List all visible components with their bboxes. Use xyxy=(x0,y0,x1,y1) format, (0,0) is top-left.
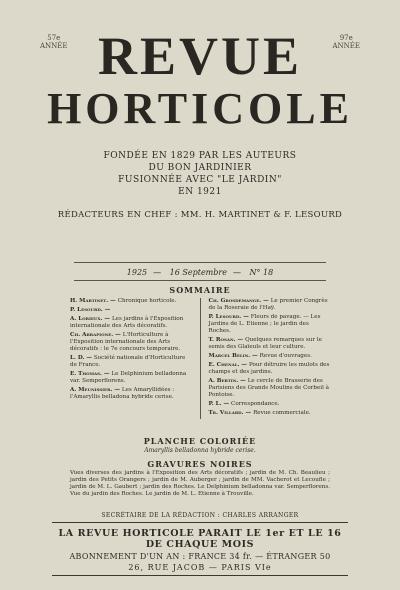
founding-line: EN 1921 xyxy=(178,187,222,197)
entry-title: Le Delphinium belladonna var. Semperflorens. xyxy=(70,371,187,384)
year-number: 57e xyxy=(47,34,61,42)
divider xyxy=(74,280,326,281)
entry-author: A. Bertin. — xyxy=(208,378,248,384)
editors-line: RÉDACTEURS EN CHEF : MM. H. MARTINET & F. LESOURD xyxy=(57,210,343,220)
year-label: ANNÉE xyxy=(40,42,68,50)
sommaire-title: SOMMAIRE xyxy=(169,285,231,295)
secretary-line: SECRÉTAIRE DE LA RÉDACTION : CHARLES ARRANGER xyxy=(101,512,299,519)
sommaire-entry xyxy=(209,362,331,376)
masthead-revue: REVUE xyxy=(97,26,303,86)
entry-author: E. Thomas. — xyxy=(70,371,112,377)
sommaire-entry xyxy=(70,298,192,305)
issue-info: 1925 — 16 Septembre — N° 18 xyxy=(126,268,274,277)
entry-title: Pour détruire les mulots des champs et des jardins. xyxy=(208,362,330,375)
entry-title: Quelques remarques sur le semis des Glaïeuls et leur culture. xyxy=(208,337,322,350)
sommaire-left-column xyxy=(70,298,192,419)
masthead-horticole: HORTICOLE xyxy=(47,84,353,133)
entry-title: Correspondance. xyxy=(231,401,280,407)
publication-schedule: LA REVUE HORTICOLE PARAIT LE 1er ET LE 16 DE CHAQUE MOIS xyxy=(58,528,342,550)
entry-author: T. Rosan. — xyxy=(208,337,246,343)
entry-author: E. Chenal. — xyxy=(208,362,249,368)
entry-author: A. Meunissier. — xyxy=(70,387,122,393)
entry-title: Revue d'ouvrages. xyxy=(259,353,312,359)
entry-title: Chronique horticole. xyxy=(117,298,177,304)
gravures-description: Vues diverses des jardins à l'Exposition des Arts décoratifs ; jardin de M. Ch. Beaulieu ; jardin des Petits Orangers ; jardin de M. Auberger ; jardin de MM. Vacherot et Lecoufle ; jardin de M. L. Gaubert ; jardin des Roches. Le Delphinium belladonna var. Semperflorens. Vue du jardin des Roches. Le jardin de M. L. Etienne à Trouville. xyxy=(70,470,330,497)
gravures-title: GRAVURES NOIRES xyxy=(147,459,253,469)
year-label: ANNÉE xyxy=(332,42,360,50)
entry-author: Ch. Grosdemange. — xyxy=(208,298,271,304)
plate-title: PLANCHE COLORIÉE xyxy=(143,436,257,446)
entry-author: H. Martinet. — xyxy=(70,298,118,304)
founding-line: FUSIONNÉE AVEC "LE JARDIN" xyxy=(118,175,282,185)
publication-footer xyxy=(52,522,348,576)
entry-author: P. L. — xyxy=(208,401,232,407)
sommaire-entry xyxy=(70,371,192,385)
entry-title: Société nationale d'Horticulture de France. xyxy=(70,355,186,368)
sommaire-entry xyxy=(70,332,192,353)
issue-year: 1925 xyxy=(126,268,148,277)
entry-title: Le cercle de Brasserie des Parisiens des Grands Moulins de Corbeil à Pontoise. xyxy=(208,378,329,398)
sommaire-right-column xyxy=(209,298,331,419)
sommaire-entry xyxy=(209,401,331,408)
entry-title: L'Horticulture à l'Exposition internationale des Arts décoratifs : le 7e concours temporaire. xyxy=(70,332,181,352)
sommaire-entry xyxy=(209,353,331,360)
issue-date: 16 Septembre xyxy=(169,268,227,277)
publisher-address: 26, RUE JACOB — PARIS VIe xyxy=(128,563,272,572)
entry-author: L. D. — xyxy=(70,355,94,361)
entry-author: Ch. Arrapione. — xyxy=(70,332,123,338)
sommaire-entry xyxy=(70,307,192,314)
sommaire-entry xyxy=(209,314,331,335)
entry-title: Les jardins à l'Exposition internationale des Arts décoratifs. xyxy=(70,316,184,329)
entry-title: Revue commerciale. xyxy=(253,410,311,416)
issue-number: N° 18 xyxy=(249,268,274,277)
entry-title: Le premier Congrès de la Roseraie de l'Haÿ. xyxy=(208,298,328,311)
column-divider xyxy=(200,298,201,419)
founding-statement xyxy=(0,150,400,198)
plate-subtitle: Amaryllis belladonna hybride cerise. xyxy=(144,447,256,454)
sommaire-entry xyxy=(70,355,192,369)
sommaire-entry xyxy=(209,378,331,399)
sommaire-entry xyxy=(70,387,192,401)
divider xyxy=(74,262,326,263)
entry-author: Tr. Villard. — xyxy=(208,410,254,416)
entry-author: Marcel Belin. — xyxy=(208,353,260,359)
year-number: 97e xyxy=(339,34,353,42)
entry-author: P. Lesourd. — xyxy=(70,307,111,313)
entry-title: Fleurs de pavage. — Les Jardins de L. Etienne ; le jardin des Roches. xyxy=(208,314,321,334)
founding-line: DU BON JARDINIER xyxy=(148,163,252,173)
sommaire-entry xyxy=(70,316,192,330)
sommaire-columns xyxy=(70,298,330,419)
entry-author: A. Lorieux. — xyxy=(70,316,112,322)
entry-author: P. Lesourd. — xyxy=(208,314,251,320)
sommaire-entry xyxy=(209,298,331,312)
sommaire-entry xyxy=(209,410,331,417)
entry-title: Les Amaryllidées : l'Amaryllis belladona hybride cerise. xyxy=(70,387,175,400)
sommaire-entry xyxy=(209,337,331,351)
founding-line: FONDÉE EN 1829 PAR LES AUTEURS xyxy=(103,151,297,161)
subscription-info: ABONNEMENT D'UN AN : FRANCE 34 fr. — ÉTRANGER 50 xyxy=(69,552,331,561)
